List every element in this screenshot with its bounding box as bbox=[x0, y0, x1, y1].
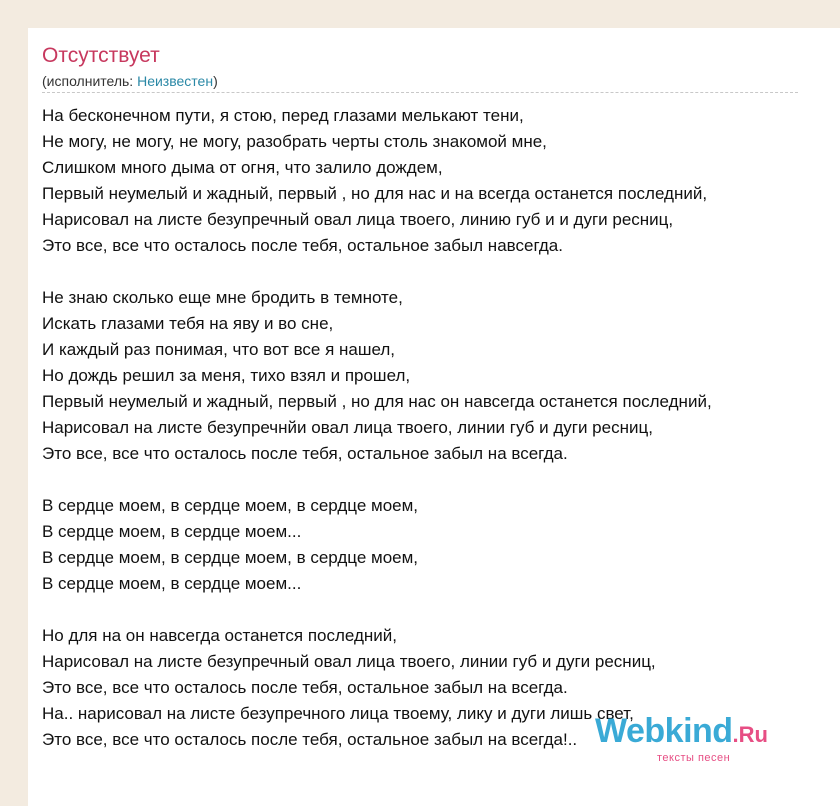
lyrics-line: Не могу, не могу, не могу, разобрать черты столь знакомой мне, bbox=[42, 132, 547, 151]
header-divider bbox=[42, 92, 798, 93]
watermark-tld: .Ru bbox=[732, 722, 768, 747]
lyrics-line: Это все, все что осталось после тебя, остальное забыл на всегда. bbox=[42, 678, 568, 697]
lyrics-line: В сердце моем, в сердце моем... bbox=[42, 522, 302, 541]
watermark-brand: Webkind bbox=[595, 712, 733, 750]
lyrics-line: Первый неумелый и жадный, первый , но для нас и на всегда останется последний, bbox=[42, 184, 708, 203]
lyrics-line: Это все, все что осталось после тебя, остальное забыл на всегда!.. bbox=[42, 730, 578, 749]
lyrics-line: В сердце моем, в сердце моем... bbox=[42, 574, 302, 593]
lyrics-card bbox=[28, 28, 840, 806]
lyrics-line: Первый неумелый и жадный, первый , но для нас он навсегда останется последний, bbox=[42, 392, 712, 411]
lyrics-line: В сердце моем, в сердце моем, в сердце моем, bbox=[42, 496, 419, 515]
lyrics-line: Слишком много дыма от огня, что залило дождем, bbox=[42, 158, 443, 177]
artist-prefix: (исполнитель: bbox=[42, 73, 138, 89]
watermark-subtitle: тексты песен bbox=[657, 752, 731, 764]
lyrics-line: На бесконечном пути, я стою, перед глазами мелькают тени, bbox=[42, 106, 524, 125]
lyrics-line: Искать глазами тебя на яву и во сне, bbox=[42, 314, 334, 333]
lyrics-line: Не знаю сколько еще мне бродить в темноте, bbox=[42, 288, 403, 307]
artist-line bbox=[42, 73, 218, 89]
artist-link[interactable]: Неизвестен bbox=[137, 73, 214, 89]
lyrics-line: Это все, все что осталось после тебя, остальное забыл навсегда. bbox=[42, 236, 563, 255]
song-title: Отсутствует bbox=[42, 44, 160, 67]
lyrics-stanza-1 bbox=[42, 103, 840, 259]
lyrics-line: Но дождь решил за меня, тихо взял и прошел, bbox=[42, 366, 411, 385]
lyrics-stanza-2 bbox=[42, 285, 840, 467]
lyrics-line: В сердце моем, в сердце моем, в сердце моем, bbox=[42, 548, 419, 567]
lyrics-line: Это все, все что осталось после тебя, остальное забыл на всегда. bbox=[42, 444, 568, 463]
lyrics-line: И каждый раз понимая, что вот все я нашел, bbox=[42, 340, 396, 359]
artist-suffix: ) bbox=[213, 73, 218, 89]
lyrics-stanza-3 bbox=[42, 493, 840, 597]
webkind-watermark bbox=[595, 712, 768, 764]
lyrics-line: Нарисовал на листе безупречнйи овал лица твоего, линии губ и дуги ресниц, bbox=[42, 418, 653, 437]
lyrics-line: Нарисовал на листе безупречный овал лица твоего, линии губ и дуги ресниц, bbox=[42, 652, 656, 671]
lyrics-text bbox=[42, 103, 840, 779]
lyrics-line: Но для на он навсегда останется последний, bbox=[42, 626, 398, 645]
lyrics-line: На.. нарисовал на листе безупречного лица твоему, лику и дуги лишь свет, bbox=[42, 704, 634, 723]
lyrics-line: Нарисовал на листе безупречный овал лица твоего, линию губ и и дуги ресниц, bbox=[42, 210, 674, 229]
